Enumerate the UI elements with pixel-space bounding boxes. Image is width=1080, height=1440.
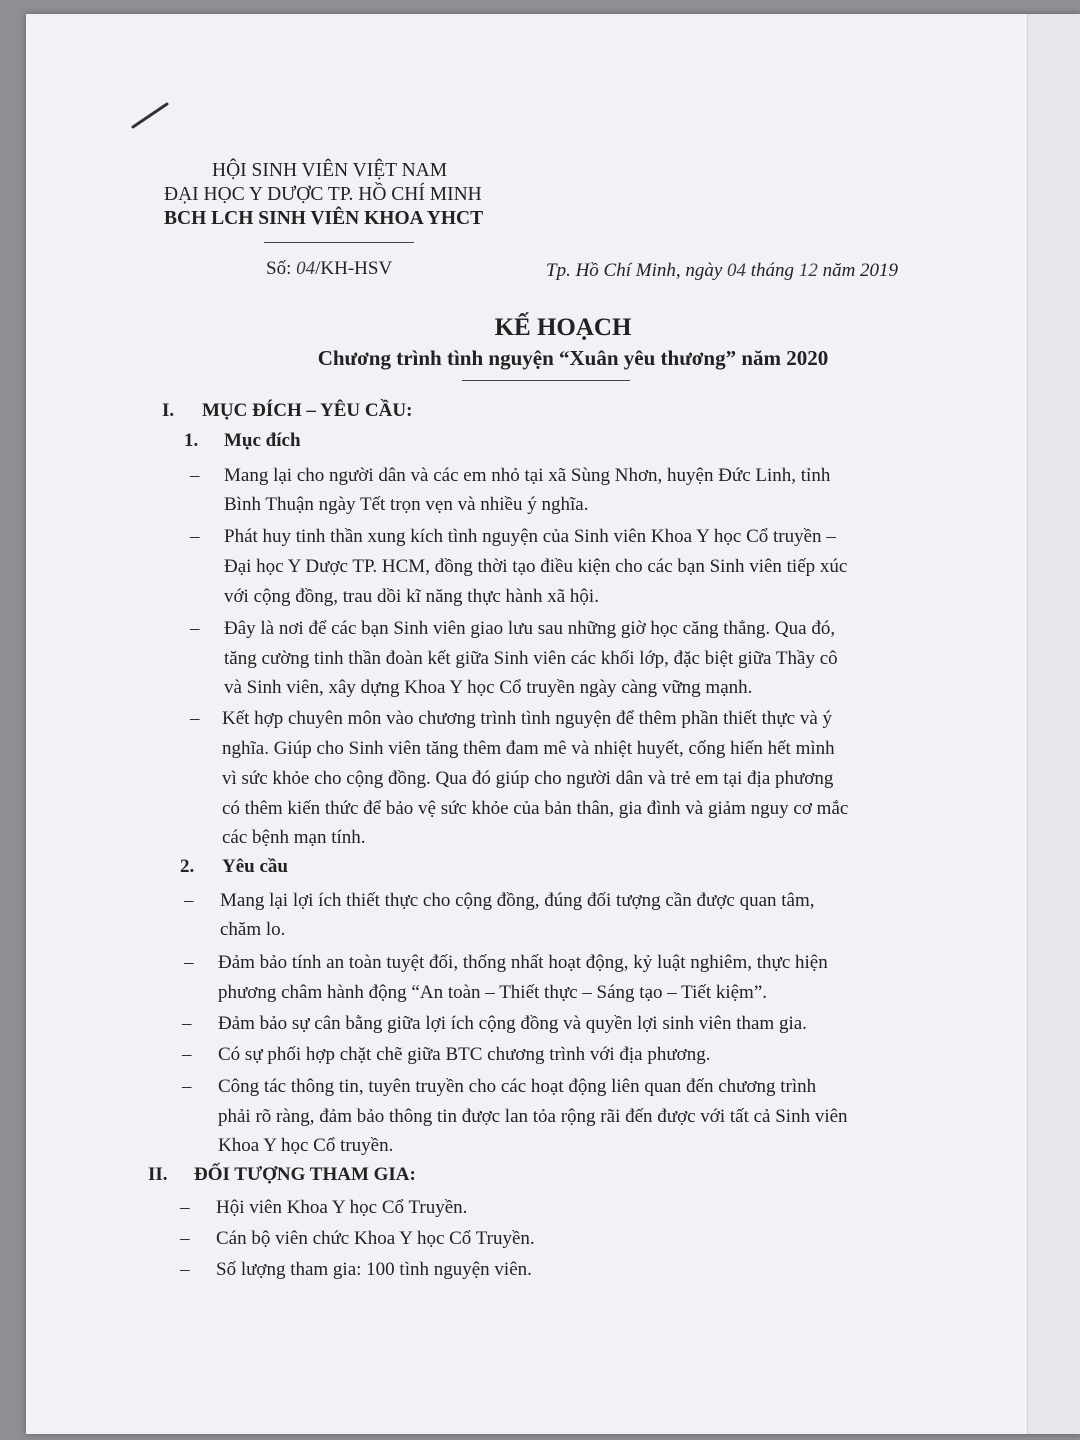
- purpose-line: Phát huy tinh thần xung kích tình nguyện của Sinh viên Khoa Y học Cổ truyền –: [224, 526, 836, 547]
- org-line-1: HỘI SINH VIÊN VIỆT NAM: [212, 160, 448, 181]
- bullet-dash: –: [184, 890, 194, 911]
- purpose-line: nghĩa. Giúp cho Sinh viên tăng thêm đam mê và nhiệt huyết, cống hiến hết mình: [222, 738, 835, 759]
- bullet-dash: –: [182, 1076, 192, 1097]
- purpose-line: các bệnh mạn tính.: [222, 827, 366, 848]
- bullet-dash: –: [180, 1228, 190, 1249]
- purpose-line: Kết hợp chuyên môn vào chương trình tình nguyện để thêm phần thiết thực và ý: [222, 708, 833, 729]
- page-stack-edge: [1027, 14, 1080, 1434]
- title-underline: [462, 380, 630, 381]
- doc-subtitle: Chương trình tình nguyện “Xuân yêu thương” năm 2020: [317, 346, 829, 370]
- purpose-line: vì sức khỏe cho cộng đồng. Qua đó giúp cho người dân và trẻ em tại địa phương: [222, 768, 834, 789]
- bullet-dash: –: [190, 618, 200, 639]
- doc-number: [266, 258, 392, 280]
- date-suffix: năm 2019: [822, 260, 899, 281]
- bullet-dash: –: [180, 1259, 190, 1280]
- purpose-line: và Sinh viên, xây dựng Khoa Y học Cổ truyền ngày càng vững mạnh.: [224, 677, 753, 698]
- date-mid: tháng: [750, 260, 795, 281]
- doc-date: [546, 260, 898, 282]
- pen-mark: [131, 102, 169, 129]
- doc-title: KẾ HOẠCH: [494, 314, 632, 341]
- date-month: 12: [798, 260, 818, 281]
- participant-line: Cán bộ viên chức Khoa Y học Cổ Truyền.: [216, 1228, 535, 1249]
- requirement-line: Khoa Y học Cổ truyền.: [218, 1135, 394, 1156]
- purpose-line: có thêm kiến thức để bảo vệ sức khỏe của bản thân, gia đình và giảm nguy cơ mắc: [222, 798, 849, 819]
- requirement-line: chăm lo.: [220, 919, 286, 940]
- purpose-line: với cộng đồng, trau dồi kĩ năng thực hành xã hội.: [224, 586, 599, 607]
- requirement-line: Công tác thông tin, tuyên truyền cho các hoạt động liên quan đến chương trình: [218, 1076, 817, 1097]
- date-day: 04: [727, 260, 747, 281]
- section-1-heading: MỤC ĐÍCH – YÊU CẦU:: [202, 400, 413, 421]
- bullet-dash: –: [180, 1197, 190, 1218]
- section-2-numeral: II.: [148, 1164, 168, 1185]
- subsection-2-number: 2.: [180, 856, 195, 877]
- date-prefix: Tp. Hồ Chí Minh, ngày: [546, 260, 723, 281]
- bullet-dash: –: [184, 952, 194, 973]
- participant-line: Số lượng tham gia: 100 tình nguyện viên.: [216, 1259, 532, 1280]
- org-line-2: ĐẠI HỌC Y DƯỢC TP. HỒ CHÍ MINH: [164, 184, 482, 205]
- subsection-2-title: Yêu cầu: [222, 856, 288, 877]
- requirement-line: Có sự phối hợp chặt chẽ giữa BTC chương trình với địa phương.: [218, 1044, 711, 1065]
- purpose-line: Đây là nơi để các bạn Sinh viên giao lưu sau những giờ học căng thẳng. Qua đó,: [224, 618, 836, 639]
- section-1-numeral: I.: [162, 400, 175, 421]
- purpose-line: tăng cường tinh thần đoàn kết giữa Sinh viên các khối lớp, đặc biệt giữa Thầy cô: [224, 648, 838, 669]
- participant-line: Hội viên Khoa Y học Cổ Truyền.: [216, 1197, 468, 1218]
- doc-number-suffix: /KH-HSV: [315, 258, 393, 279]
- bullet-dash: –: [182, 1044, 192, 1065]
- purpose-line: Đại học Y Dược TP. HCM, đồng thời tạo điều kiện cho các bạn Sinh viên tiếp xúc: [224, 556, 848, 577]
- header-underline: [264, 242, 414, 243]
- requirement-line: Đảm bảo tính an toàn tuyệt đối, thống nhất hoạt động, kỷ luật nghiêm, thực hiện: [218, 952, 828, 973]
- requirement-line: Mang lại lợi ích thiết thực cho cộng đồng, đúng đối tượng cần được quan tâm,: [220, 890, 815, 911]
- org-line-3: BCH LCH SINH VIÊN KHOA YHCT: [164, 208, 484, 229]
- requirement-line: phương châm hành động “An toàn – Thiết thực – Sáng tạo – Tiết kiệm”.: [218, 982, 768, 1003]
- document-page: [26, 14, 1080, 1434]
- doc-number-value: 04: [296, 258, 316, 279]
- bullet-dash: –: [190, 465, 200, 486]
- doc-number-prefix: Số:: [266, 258, 292, 279]
- purpose-line: Bình Thuận ngày Tết trọn vẹn và nhiều ý nghĩa.: [224, 494, 589, 515]
- purpose-line: Mang lại cho người dân và các em nhỏ tại xã Sùng Nhơn, huyện Đức Linh, tỉnh: [224, 465, 831, 486]
- bullet-dash: –: [182, 1013, 192, 1034]
- subsection-1-number: 1.: [184, 430, 199, 451]
- requirement-line: phải rõ ràng, đảm bảo thông tin được lan tỏa rộng rãi đến được với tất cả Sinh viên: [218, 1106, 848, 1127]
- section-2-heading: ĐỐI TƯỢNG THAM GIA:: [194, 1164, 416, 1185]
- requirement-line: Đảm bảo sự cân bằng giữa lợi ích cộng đồng và quyền lợi sinh viên tham gia.: [218, 1013, 807, 1034]
- bullet-dash: –: [190, 708, 200, 729]
- subsection-1-title: Mục đích: [224, 430, 301, 451]
- bullet-dash: –: [190, 526, 200, 547]
